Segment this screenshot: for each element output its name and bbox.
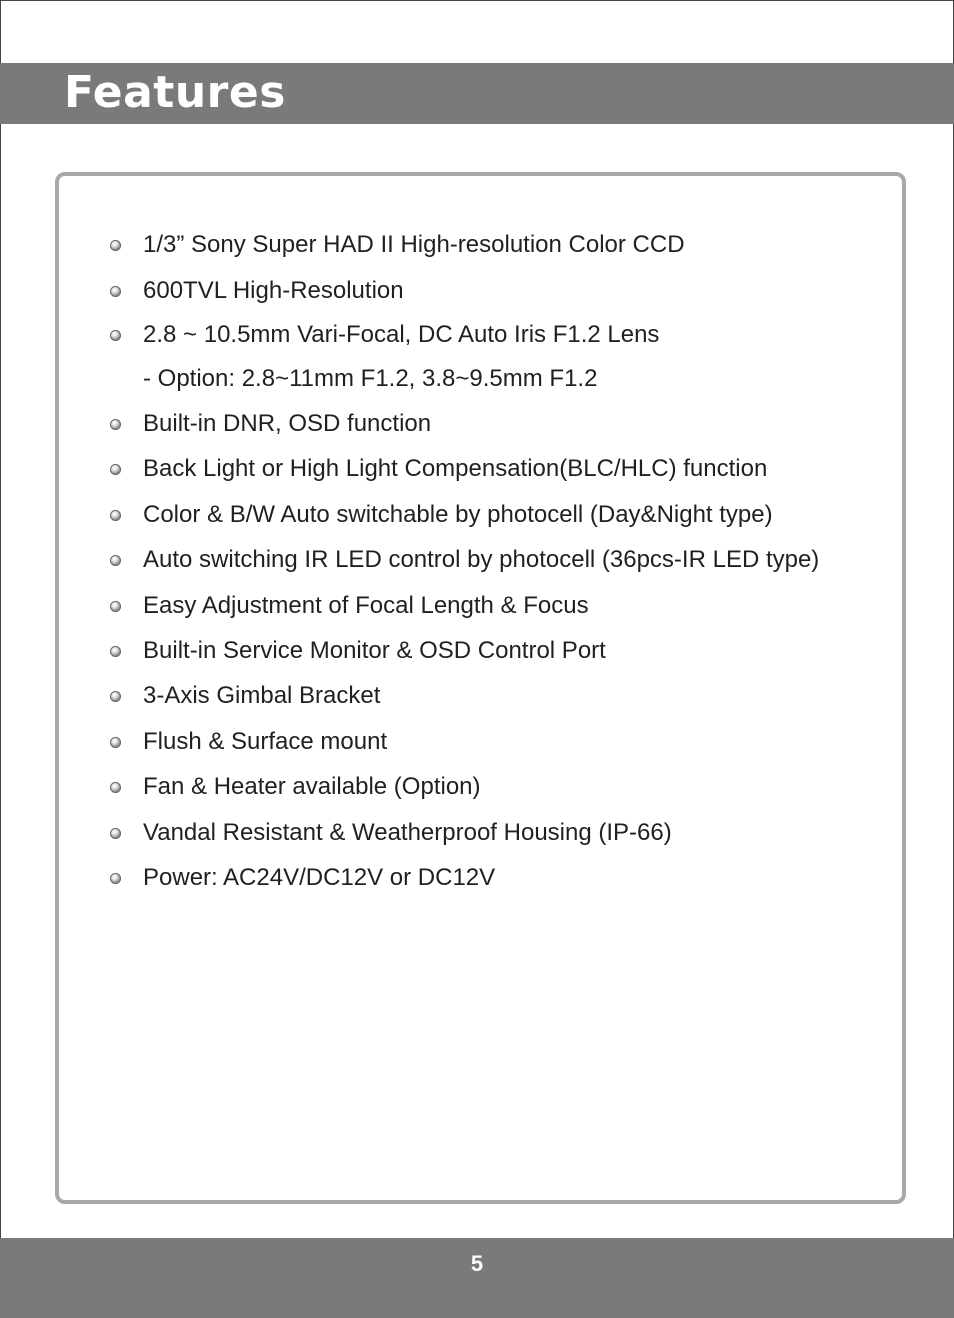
feature-text: Back Light or High Light Compensation(BLC/HLC) function xyxy=(143,455,768,482)
bullet-icon xyxy=(110,873,121,884)
bullet-icon xyxy=(110,782,121,793)
feature-text: Power: AC24V/DC12V or DC12V xyxy=(143,864,496,891)
header-bar xyxy=(0,63,954,124)
feature-text: 600TVL High-Resolution xyxy=(143,277,404,304)
feature-text: Built-in Service Monitor & OSD Control Port xyxy=(143,637,606,664)
feature-text: 2.8 ~ 10.5mm Vari-Focal, DC Auto Iris F1.2 Lens xyxy=(143,321,660,348)
bullet-icon xyxy=(110,510,121,521)
bullet-icon xyxy=(110,601,121,612)
feature-text: Flush & Surface mount xyxy=(143,728,388,755)
bullet-icon xyxy=(110,464,121,475)
feature-text: Auto switching IR LED control by photocell (36pcs-IR LED type) xyxy=(143,546,820,573)
feature-text: - Option: 2.8~11mm F1.2, 3.8~9.5mm F1.2 xyxy=(143,365,598,392)
bullet-icon xyxy=(110,286,121,297)
bullet-icon xyxy=(110,737,121,748)
feature-text: 1/3” Sony Super HAD II High-resolution Color CCD xyxy=(143,231,685,258)
bullet-icon xyxy=(110,240,121,251)
bullet-icon xyxy=(110,646,121,657)
page-title: Features xyxy=(64,67,286,118)
bullet-icon xyxy=(110,419,121,430)
feature-text: Vandal Resistant & Weatherproof Housing (IP-66) xyxy=(143,819,672,846)
bullet-icon xyxy=(110,691,121,702)
feature-text: Easy Adjustment of Focal Length & Focus xyxy=(143,592,589,619)
feature-text: Color & B/W Auto switchable by photocell (Day&Night type) xyxy=(143,501,773,528)
bullet-icon xyxy=(110,330,121,341)
bullet-icon xyxy=(110,828,121,839)
feature-text: Built-in DNR, OSD function xyxy=(143,410,432,437)
feature-text: 3-Axis Gimbal Bracket xyxy=(143,682,381,709)
features-panel xyxy=(55,172,906,1204)
page-number: 5 xyxy=(470,1251,484,1276)
footer-bar xyxy=(0,1238,954,1318)
bullet-icon xyxy=(110,555,121,566)
feature-text: Fan & Heater available (Option) xyxy=(143,773,481,800)
